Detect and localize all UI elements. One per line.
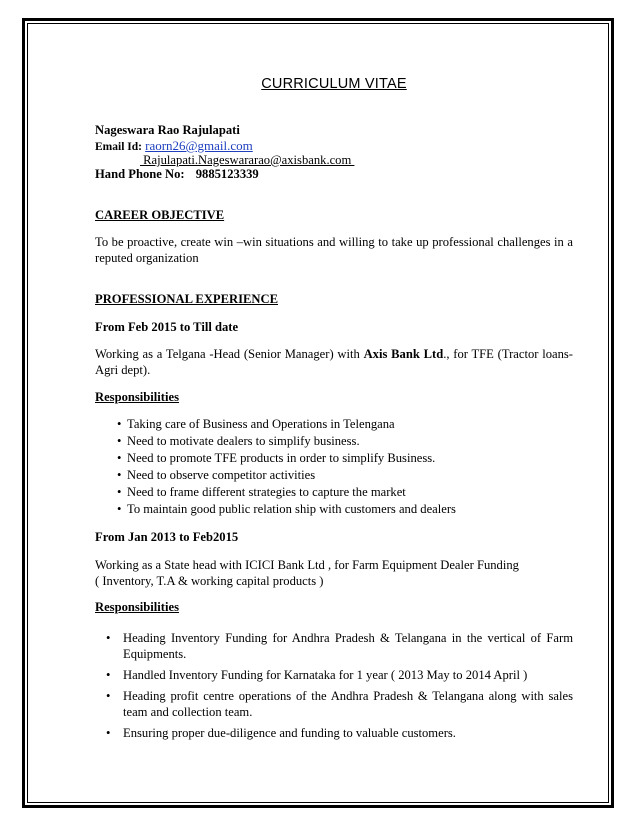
phone-number: 9885123339 [195,167,259,181]
job-2-period: From Jan 2013 to Feb2015 [95,530,239,544]
career-objective-heading: CAREER OBJECTIVE [95,208,225,222]
phone-row [95,166,573,182]
page-title: CURRICULUM VITAE [261,76,407,92]
email-link-primary[interactable]: raorn26@gmail.com [145,138,253,153]
job-1-description [95,346,573,378]
job-1-desc-post: ., for TFE (Tractor loans-Agri dept). [95,347,573,377]
job-1-responsibilities-list [95,416,573,518]
job-2-description-line-1: Working as a State head with ICICI Bank Ltd , for Farm Equipment Dealer Funding [95,558,519,572]
list-item: • Ensuring proper due-diligence and funding to valuable customers. [95,725,573,741]
list-item: • Need to promote TFE products in order to simplify Business. [95,450,573,467]
list-item: • Handled Inventory Funding for Karnataka for 1 year ( 2013 May to 2014 April ) [95,667,573,683]
list-item: • Need to motivate dealers to simplify business. [95,433,573,450]
job-1-responsibilities-heading: Responsibilities [95,390,179,404]
list-item: • Heading Inventory Funding for Andhra Pradesh & Telangana in the vertical of Farm Equipments. [95,630,573,662]
job-2-description-line-2: ( Inventory, T.A & working capital products ) [95,574,324,588]
job-1-desc-pre: Working as a Telgana -Head (Senior Manager) with [95,347,364,361]
candidate-name: Nageswara Rao Rajulapati [95,123,240,137]
job-1-period: From Feb 2015 to Till date [95,320,239,334]
email-label: Email Id: [95,141,142,153]
email-secondary[interactable]: Rajulapati.Nageswararao@axisbank.com [140,153,355,167]
job-2-responsibilities-list [95,630,573,746]
career-objective-text: To be proactive, create win –win situations and willing to take up professional challenges in a reputed organization [95,235,573,265]
list-item: • To maintain good public relation ship with customers and dealers [95,501,573,518]
experience-heading: PROFESSIONAL EXPERIENCE [95,292,278,306]
job-1-employer: Axis Bank Ltd [363,347,444,361]
list-item: • Taking care of Business and Operations in Telengana [95,416,573,433]
list-item: • Need to frame different strategies to capture the market [95,484,573,501]
list-item: • Heading profit centre operations of the Andhra Pradesh & Telangana along with sales team and collection team. [95,688,573,720]
list-item: • Need to observe competitor activities [95,467,573,484]
phone-label: Hand Phone No: [95,167,185,181]
job-2-responsibilities-heading: Responsibilities [95,600,179,614]
